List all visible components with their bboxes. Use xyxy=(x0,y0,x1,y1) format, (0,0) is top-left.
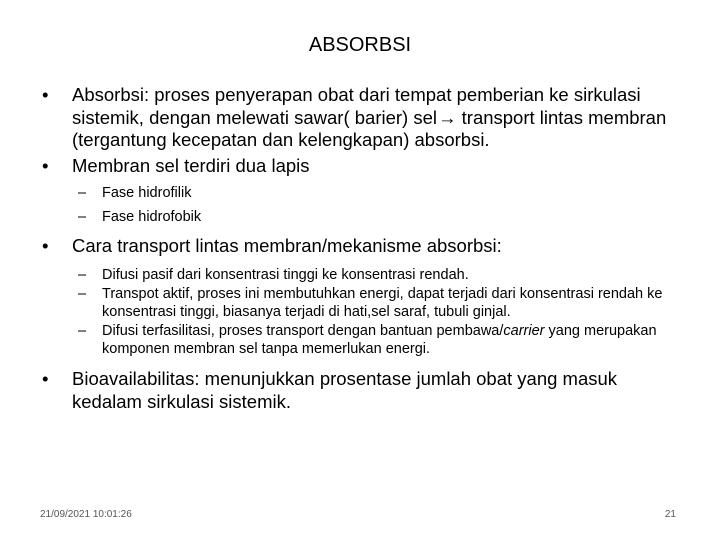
subitem-hidrofilik-text: Fase hidrofilik xyxy=(102,185,192,201)
bullet-icon: • xyxy=(42,368,49,389)
dash-icon: – xyxy=(78,323,87,339)
bullet-icon: • xyxy=(42,235,49,256)
bullet-icon: • xyxy=(42,84,49,105)
bullet-bioavailabilitas xyxy=(0,368,720,413)
subitem-difusi-terfasilitasi-text-1: Difusi terfasilitasi, proses transport dengan bantuan pembawa/ xyxy=(102,323,504,339)
bullet-cara-transport xyxy=(0,235,720,258)
dash-icon: – xyxy=(78,266,87,283)
slide-title: ABSORBSI xyxy=(308,34,412,56)
bullet-absorbsi-text-1: Absorbsi: proses penyerapan obat dari tempat pemberian ke sirkulasi sistemik, dengan melewati sawar( barier) sel xyxy=(72,84,641,128)
subitem-hidrofobik-text: Fase hidrofobik xyxy=(102,208,202,225)
subitem-difusi-terfasilitasi-italic: carrier xyxy=(503,323,545,339)
subitem-hidrofilik xyxy=(0,185,720,203)
footer-date: 21/09/2021 10:01:26 xyxy=(40,509,132,520)
dash-icon: – xyxy=(78,208,87,225)
subitem-transpot-aktif xyxy=(0,286,720,321)
bullet-cara-transport-text: Cara transport lintas membran/mekanisme absorbsi: xyxy=(72,235,502,256)
subitem-difusi-terfasilitasi xyxy=(0,323,720,358)
subitem-difusi-pasif-text: Difusi pasif dari konsentrasi tinggi ke konsentrasi rendah. xyxy=(102,266,469,283)
bullet-absorbsi-text-2: transport lintas membran (tergantung kecepatan dan kelengkapan) absorbsi. xyxy=(72,106,667,150)
bullet-absorbsi xyxy=(0,84,720,152)
subitem-hidrofobik xyxy=(0,209,720,227)
dash-icon: – xyxy=(78,185,87,201)
slide-content xyxy=(0,84,720,413)
bullet-membran-text: Membran sel terdiri dua lapis xyxy=(72,154,310,176)
subitem-difusi-pasif xyxy=(0,267,720,285)
subitem-difusi-terfasilitasi-text-2: yang merupakan komponen membran sel tanpa memerlukan energi. xyxy=(102,323,657,357)
subitem-transpot-aktif-text: Transpot aktif, proses ini membutuhkan energi, dapat terjadi dari konsentrasi rendah ke konsentrasi tinggi, biasanya terjadi di hati,sel saraf, tubuli ginjal. xyxy=(102,286,663,320)
dash-icon: – xyxy=(78,286,87,302)
arrow-right-icon: → xyxy=(438,106,457,128)
bullet-icon: • xyxy=(42,154,49,176)
footer-page-number: 21 xyxy=(664,509,676,520)
bullet-membran xyxy=(0,155,720,178)
bullet-bioavailabilitas-text: Bioavailabilitas: menunjukkan prosentase jumlah obat yang masuk kedalam sirkulasi sistemik. xyxy=(72,368,618,412)
